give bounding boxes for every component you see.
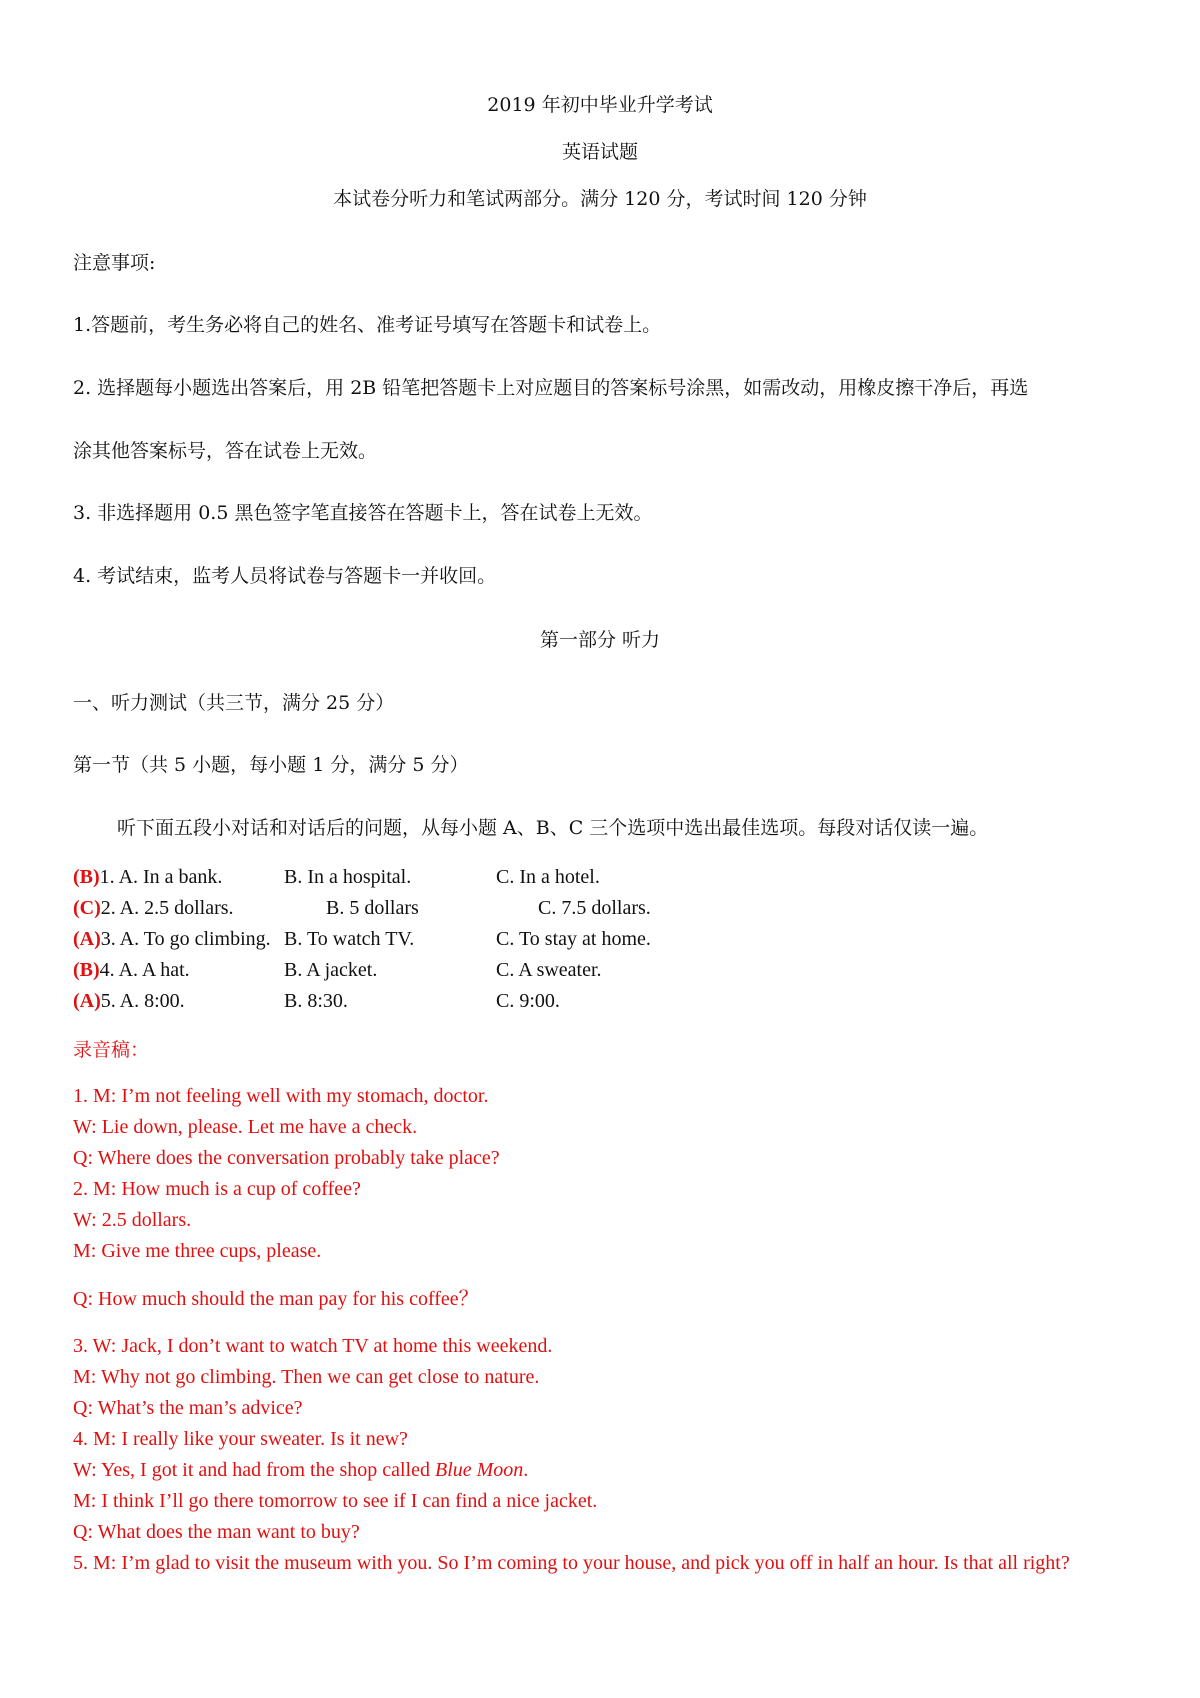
transcript-line: Q: What does the man want to buy? [73,1521,360,1543]
option-c: C. 7.5 dollars. [538,897,651,919]
transcript-line: 4. M: I really like your sweater. Is it new? [73,1428,408,1450]
option-c: C. In a hotel. [496,866,600,888]
transcript-line: Q: How much should the man pay for his coffee？ [73,1288,479,1310]
question-row [73,957,190,983]
option-b: B. 5 dollars [326,897,419,919]
answer-key: (B) [73,959,100,981]
answer-key: (A) [73,928,101,950]
question-row [73,988,185,1014]
exam-title: 2019 年初中毕业升学考试 [487,94,713,116]
note-item-1: 1.答题前，考生务必将自己的姓名、准考证号填写在答题卡和试卷上。 [73,314,662,336]
transcript-line: Q: Where does the conversation probably take place? [73,1147,500,1169]
option-a: 3. A. To go climbing. [100,928,271,950]
transcript-line: W: Lie down, please. Let me have a check. [73,1116,418,1138]
exam-info: 本试卷分听力和笔试两部分。满分 120 分，考试时间 120 分钟 [333,188,867,210]
transcript-line: M: I think I’ll go there tomorrow to see if I can find a nice jacket. [73,1490,598,1512]
note-item-3: 3. 非选择题用 0.5 黑色签字笔直接答在答题卡上，答在试卷上无效。 [73,502,653,524]
exam-subject: 英语试题 [561,141,638,163]
answer-key: (C) [73,897,101,919]
option-b: B. To watch TV. [284,928,415,950]
option-b: B. In a hospital. [284,866,412,888]
option-b: B. 8:30. [284,990,348,1012]
note-item-4: 4. 考试结束，监考人员将试卷与答题卡一并收回。 [73,565,497,587]
question-row [73,864,222,890]
option-b: B. A jacket. [284,959,378,981]
transcript-line [73,1457,528,1483]
transcript-line: Q: What’s the man’s advice? [73,1397,303,1419]
option-a: 1. A. In a bank. [99,866,223,888]
option-c: C. To stay at home. [496,928,651,950]
question-row [73,895,234,921]
instruction: 听下面五段小对话和对话后的问题，从每小题 A、B、C 三个选项中选出最佳选项。每段对话仅读一遍。 [117,817,989,839]
transcript-line-text: W: Yes, I got it and had from the shop called [73,1459,435,1481]
option-a: 4. A. A hat. [99,959,190,981]
notes-heading: 注意事项: [73,252,156,274]
option-c: C. 9:00. [496,990,560,1012]
shop-name: Blue Moon [434,1459,524,1481]
transcript-line: 2. M: How much is a cup of coffee? [73,1178,361,1200]
note-item-2-cont: 涂其他答案标号，答在试卷上无效。 [73,440,378,462]
transcript-heading: 录音稿： [73,1039,150,1061]
transcript-line: 1. M: I’m not feeling well with my stomach, doctor. [73,1085,489,1107]
shop-suffix: . [523,1459,529,1481]
option-c: C. A sweater. [496,959,602,981]
subsection-heading: 第一节（共 5 小题，每小题 1 分，满分 5 分） [73,754,469,776]
transcript-line: M: Why not go climbing. Then we can get close to nature. [73,1366,540,1388]
transcript-line: 5. M: I’m glad to visit the museum with you. So I’m coming to your house, and pick you off in half an hour. Is that all right? [73,1552,1070,1574]
question-row [73,926,271,952]
answer-key: (A) [73,990,101,1012]
section-heading: 一、听力测试（共三节，满分 25 分） [73,692,395,714]
transcript-line: W: 2.5 dollars. [73,1209,192,1231]
note-item-2: 2. 选择题每小题选出答案后，用 2B 铅笔把答题卡上对应题目的答案标号涂黑，如需改动，用橡皮擦干净后，再选 [73,377,1029,399]
option-a: 5. A. 8:00. [100,990,185,1012]
transcript-line: 3. W: Jack, I don’t want to watch TV at home this weekend. [73,1335,553,1357]
part1-title: 第一部分 听力 [539,629,661,651]
transcript-line: M: Give me three cups, please. [73,1240,322,1262]
answer-key: (B) [73,866,100,888]
option-a: 2. A. 2.5 dollars. [100,897,234,919]
